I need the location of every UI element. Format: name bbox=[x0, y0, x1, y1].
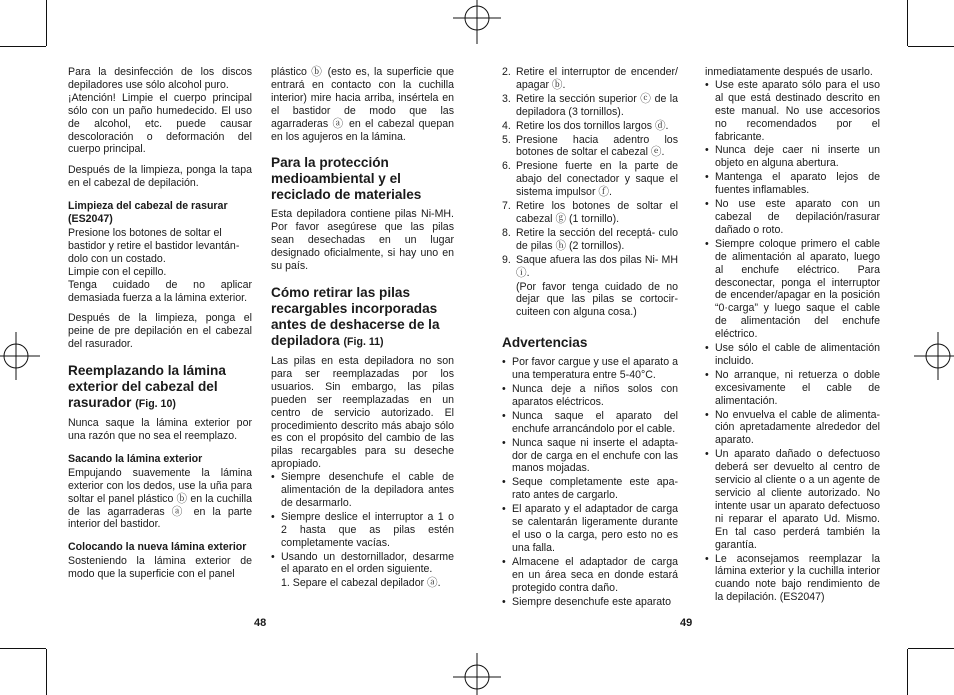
list-item bbox=[502, 227, 678, 253]
list-item: • Almacene el adaptador de carga en un área seca en donde estará protegido contra daño. bbox=[502, 556, 678, 595]
step-text: Retire la sección superior ⓒ de la depiladora (3 tornillos). bbox=[516, 92, 678, 118]
paragraph: inmediatamente después de usarlo. bbox=[705, 66, 873, 78]
step-number: 5. bbox=[502, 133, 511, 146]
step-text: Retire los dos tornillos largos ⓓ. bbox=[516, 119, 669, 132]
column-3 bbox=[502, 66, 678, 614]
list-item: • Un aparato dañado o defectuoso deberá ser devuelto al centro de servicio al cliente o a un agente de servicio al cliente autorizado. No intente usar un aparato defectuoso ni reparar el aparato Ud. Mismo. En tal caso perderá también la garantía. bbox=[705, 448, 880, 551]
heading-warnings: Advertencias bbox=[502, 335, 588, 351]
paragraph: Las pilas en esta depiladora no son para ser reemplazadas por los usuarios. Sin embargo, las pilas pueden ser reemplazadas en un centro de servicio autorizado. El procedimiento descrito más abajo sólo es con el propósito del cambio de las pilas recargables para su deseche apropiado. bbox=[271, 354, 454, 471]
list-item: • Siempre desenchufe este aparato bbox=[502, 596, 678, 609]
paragraph: Esta depiladora contiene pilas Ni-MH. Por favor asegúrese que las pilas sean desechadas en un lugar designado oficialmente, si hay uno en su país. bbox=[271, 208, 454, 273]
list-item bbox=[502, 160, 678, 199]
paragraph: Después de la limpieza, ponga la tapa en el cabezal de depilación. bbox=[68, 164, 252, 190]
step-number: 4. bbox=[502, 119, 511, 132]
step-text: Presione hacia adentro los botones de soltar el cabezal ⓔ. bbox=[516, 133, 678, 159]
heading-environment: Para la protección medioambiental y el reciclado de materiales bbox=[271, 155, 422, 203]
step-1: 1. Separe el cabezal depilador ⓐ. bbox=[281, 577, 441, 590]
list-item bbox=[502, 120, 678, 133]
step-text: Retire la sección del receptá- culo de pilas ⓗ (2 tornillos). bbox=[516, 226, 678, 252]
list-item: • Nunca deje caer ni inserte un objeto en alguna abertura. bbox=[705, 144, 880, 170]
list-item: • Seque completamente este apa- rato antes de cargarlo. bbox=[502, 476, 678, 502]
list-item: • Por favor cargue y use el aparato a una temperatura entre 5-40°C. bbox=[502, 356, 678, 382]
bullet-list bbox=[705, 79, 880, 604]
subheading-shaver-cleaning: Limpieza del cabezal de rasurar (ES2047) bbox=[68, 200, 228, 226]
crop-mark bbox=[0, 46, 46, 47]
step-text: Presione fuerte en la parte de abajo del conectador y saque el sistema impulsor ⓕ. bbox=[516, 160, 678, 199]
step-text: Saque afuera las dos pilas Ni- MH ⓘ. bbox=[516, 253, 678, 279]
list-item: • No arranque, ni retuerza o doble excesivamente el cable de alimentación. bbox=[705, 369, 880, 408]
heading-replace-foil bbox=[68, 363, 252, 412]
step-number: 9. bbox=[502, 253, 511, 266]
subheading-remove-foil: Sacando la lámina exterior bbox=[68, 452, 203, 465]
heading-text: Cómo retirar las pilas recargables incorporadas antes de deshacerse de la depiladora bbox=[271, 284, 440, 348]
list-item bbox=[502, 93, 678, 119]
paragraph: plástico ⓑ (esto es, la superficie que entrará en contacto con la cuchilla interior) mire hacia arriba, insértela en el bastidor de modo que las agarraderas ⓐ en el cabezal quepan en los agujeros en la lámina. bbox=[271, 66, 454, 143]
paragraph: ¡Atención! Limpie el cuerpo principal sólo con un paño humedecido. El uso de alcohol, etc. puede causar descoloración o deformación del cuerpo principal. bbox=[68, 91, 252, 156]
step-number: 7. bbox=[502, 200, 511, 213]
crop-mark bbox=[46, 649, 47, 695]
list-item: • Nunca saque el aparato del enchufe arrancándolo por el cable. bbox=[502, 410, 678, 436]
step-text: Retire los botones de soltar el cabezal ⓖ (1 tornillo). bbox=[516, 200, 678, 225]
list-item: • Nunca deje a niños solos con aparatos eléctricos. bbox=[502, 383, 678, 409]
list-item: • No use este aparato con un cabezal de depilación/rasurar dañado o roto. bbox=[705, 198, 880, 237]
paragraph: Empujando suavemente la lámina exterior con los dedos, use la uña para soltar el panel plástico ⓑ en la cuchilla de las agarraderas ⓐ en la parte interior del bastidor. bbox=[68, 466, 252, 531]
figure-reference: (Fig. 11) bbox=[343, 335, 384, 348]
list-item: • Siempre desenchufe el cable de alimentación de la depiladora antes de desarmarlo. bbox=[271, 471, 454, 510]
list-item: • Siempre coloque primero el cable de alimentación al aparato, luego al enchufe eléctrico. Para desconectar, ponga el interruptor de encender/apagar en la posición “0·carga” y luego saque el cable de alimentación del enchufe eléctrico. bbox=[705, 238, 880, 341]
list-item: • Nunca saque ni inserte el adapta- dor de carga en el enchufe con las manos mojadas. bbox=[502, 437, 678, 476]
list-item bbox=[502, 66, 678, 92]
paragraph: Limpie con el cepillo. bbox=[68, 265, 167, 278]
paragraph: Nunca saque la lámina exterior por una razón que no sea el reemplazo. bbox=[68, 417, 252, 443]
registration-mark-right bbox=[914, 328, 954, 384]
list-item: • Usando un destornillador, desarme el aparato en el orden siguiente. bbox=[271, 551, 454, 577]
registration-mark-bottom bbox=[447, 653, 507, 695]
registration-mark-top bbox=[447, 0, 507, 44]
crop-mark bbox=[908, 648, 954, 649]
crop-mark bbox=[0, 648, 46, 649]
paragraph: Presione los botones de soltar el bastidor y retire el bastidor levantán- dolo con un costado. bbox=[68, 226, 240, 265]
list-item bbox=[502, 134, 678, 160]
paragraph: Sosteniendo la lámina exterior de modo que la superficie con el panel bbox=[68, 555, 252, 581]
page-number-left: 48 bbox=[254, 617, 267, 629]
crop-mark bbox=[46, 0, 47, 46]
step-text: Retire el interruptor de encender/ apagar ⓑ. bbox=[516, 66, 678, 91]
column-2 bbox=[271, 66, 454, 590]
step-number: 8. bbox=[502, 226, 511, 239]
list-item: • Siempre deslice el interruptor a 1 o 2 hasta que as pilas estén completamente vacías. bbox=[271, 511, 454, 550]
crop-mark bbox=[907, 649, 908, 695]
bullet-list bbox=[502, 356, 678, 608]
heading-text: Reemplazando la lámina exterior del cabezal del rasurador bbox=[68, 363, 226, 411]
paragraph: Después de la limpieza, ponga el peine de pre depilación en el cabezal del rasurador. bbox=[68, 312, 252, 351]
list-item: • Use este aparato sólo para el uso al que está destinado descrito en este manual. No use accesorios no recomendados por el fabricante. bbox=[705, 79, 880, 144]
crop-mark bbox=[907, 0, 908, 46]
column-1 bbox=[68, 66, 252, 589]
column-4 bbox=[705, 66, 880, 610]
figure-reference: (Fig. 10) bbox=[135, 398, 176, 411]
paragraph: Para la desinfección de los discos depiladores use sólo alcohol puro. bbox=[68, 66, 252, 91]
steps-list bbox=[502, 66, 678, 280]
registration-mark-left bbox=[0, 328, 40, 384]
page-number-right: 49 bbox=[680, 617, 693, 629]
step-number: 2. bbox=[502, 66, 511, 78]
paragraph: Tenga cuidado de no aplicar demasiada fuerza a la lámina exterior. bbox=[68, 278, 252, 304]
step-number: 6. bbox=[502, 160, 511, 173]
heading-remove-batteries bbox=[271, 285, 454, 350]
list-item: • Use sólo el cable de alimentación incluido. bbox=[705, 342, 880, 368]
step-number: 3. bbox=[502, 92, 511, 105]
list-item bbox=[502, 254, 678, 280]
step-text: Separe el cabezal depilador ⓐ. bbox=[292, 577, 441, 590]
list-item bbox=[502, 200, 678, 226]
bullet-list bbox=[271, 471, 454, 576]
subheading-new-foil: Colocando la nueva lámina exterior bbox=[68, 541, 247, 554]
crop-mark bbox=[908, 46, 954, 47]
list-item: • El aparato y el adaptador de carga se calentarán ligeramente durante el uso o la carga, pero esto no es una falla. bbox=[502, 503, 678, 555]
list-item: • Mantenga el aparato lejos de fuentes inflamables. bbox=[705, 171, 880, 197]
note: (Por favor tenga cuidado de no dejar que las pilas se cortocir- cuiteen con alguna cosa.) bbox=[516, 280, 678, 319]
list-item: • No envuelva el cable de alimenta- ción apretadamente alrededor del aparato. bbox=[705, 409, 880, 448]
list-item: • Le aconsejamos reemplazar la lámina exterior y la cuchilla interior cuando note bajo rendimiento de la depilación. (ES2047) bbox=[705, 553, 880, 605]
